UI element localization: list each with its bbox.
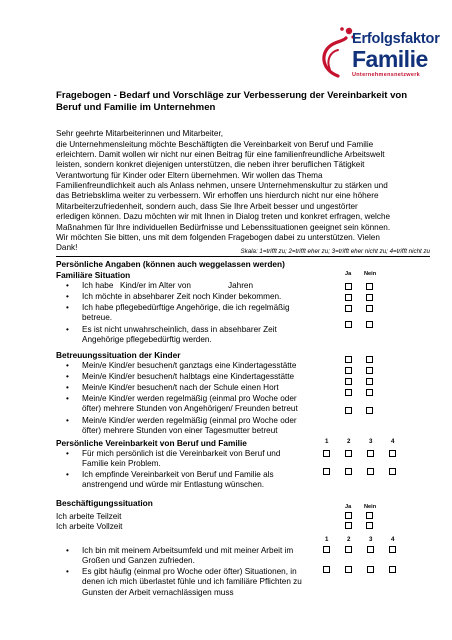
checkbox-scale-2[interactable] xyxy=(345,566,352,573)
checkbox-scale-4[interactable] xyxy=(389,566,396,573)
checkbox-scale-1[interactable] xyxy=(323,450,330,457)
intro-line: Wir möchten Sie bitten, uns mit dem folgenden Fragebogen dabei zu unterstützen. Vielen xyxy=(56,233,380,242)
checkbox-scale-1[interactable] xyxy=(323,546,330,553)
checkbox-yes[interactable] xyxy=(345,294,352,301)
checkbox-no[interactable] xyxy=(366,407,373,414)
intro-line: Verantwortung für Kinder oder Eltern übernehmen. Wir wollen das Thema xyxy=(56,171,323,180)
scale-label: 4 xyxy=(391,536,395,543)
logo-text-erfolgsfaktor: Erfolgsfaktor xyxy=(352,31,440,47)
item-text: öfter) mehrere Stunden von Angehörigen/ Freunden betreut xyxy=(82,404,298,414)
employment-fulltime: Ich arbeite Vollzeit xyxy=(56,522,123,531)
child-years-label: Jahren xyxy=(228,281,254,290)
employment-parttime: Ich arbeite Teilzeit xyxy=(56,512,122,521)
checkbox-yes[interactable] xyxy=(345,512,352,519)
child-prefix: Ich habe xyxy=(82,281,114,290)
checkbox-scale-2[interactable] xyxy=(345,450,352,457)
item-text: Für mich persönlich ist die Vereinbarkeit von Beruf und xyxy=(82,449,281,458)
checkbox-yes[interactable] xyxy=(345,305,352,312)
checkbox-yes[interactable] xyxy=(345,321,352,328)
intro-line: erleichtern. Damit wollen wir nicht nur einen Beitrag für eine familienfreundliche Arbeitswelt xyxy=(56,150,385,159)
scale-label: 3 xyxy=(369,438,373,445)
section-heading-childcare: Betreuungssituation der Kinder xyxy=(56,350,181,360)
bullet-glyph: • xyxy=(66,546,69,555)
divider xyxy=(56,256,430,257)
checkbox-no[interactable] xyxy=(366,283,373,290)
item-text: Ich bin mit meinem Arbeitsumfeld und mit meiner Arbeit im xyxy=(82,546,294,555)
item-text: Ich empfinde Vereinbarkeit von Beruf und Familie als xyxy=(82,470,274,479)
item-text: Mein/e Kind/er werden regelmäßig (einmal pro Woche oder xyxy=(82,394,297,403)
checkbox-yes[interactable] xyxy=(345,367,352,374)
bullet-glyph: • xyxy=(66,303,69,312)
checkbox-no[interactable] xyxy=(366,522,373,529)
bullet-glyph: • xyxy=(66,416,69,425)
intro-greeting: Sehr geehrte Mitarbeiterinnen und Mitarbeiter, xyxy=(56,129,224,138)
column-label-no: Nein xyxy=(364,504,377,510)
item-text: Mein/e Kind/er besuchen/t nach der Schule einen Hort xyxy=(82,383,279,392)
intro-line: Mitarbeiterzufriedenheit, sondern auch, dass Sie Ihre Arbeit besser und ungestörter xyxy=(56,202,358,211)
checkbox-no[interactable] xyxy=(366,378,373,385)
intro-line: erledigen können. Dazu möchten wir mit Ihnen in Dialog treten und konkret erfragen, welche xyxy=(56,212,391,221)
logo xyxy=(316,26,440,84)
checkbox-no[interactable] xyxy=(366,321,373,328)
item-text: Es gibt häufig (einmal pro Woche oder öfter) Situationen, in xyxy=(82,567,297,576)
bullet-glyph: • xyxy=(66,449,69,458)
scale-label: 2 xyxy=(347,438,351,445)
checkbox-yes[interactable] xyxy=(345,283,352,290)
bullet-glyph: • xyxy=(66,325,69,334)
document-title xyxy=(56,90,416,114)
checkbox-yes[interactable] xyxy=(345,356,352,363)
checkbox-scale-4[interactable] xyxy=(389,468,396,475)
checkbox-no[interactable] xyxy=(366,305,373,312)
checkbox-no[interactable] xyxy=(366,389,373,396)
bullet-glyph: • xyxy=(66,361,69,370)
section-heading-compatibility: Persönliche Vereinbarkeit von Beruf und Familie xyxy=(56,438,247,448)
checkbox-scale-1[interactable] xyxy=(323,468,330,475)
checkbox-yes[interactable] xyxy=(345,378,352,385)
item-text: Mein/e Kind/er werden regelmäßig (einmal pro Woche oder xyxy=(82,416,297,425)
checkbox-yes[interactable] xyxy=(345,389,352,396)
item-text: Gunsten der Arbeit vernachlässigen muss xyxy=(82,587,234,597)
bullet-glyph: • xyxy=(66,292,69,301)
intro-line: das Betriebsklima weiter zu verbessern. Wir erhoffen uns hierdurch nicht nur eine höhere xyxy=(56,191,379,200)
logo-text-unternehmensnetzwerk: Unternehmensnetzwerk xyxy=(352,72,421,78)
item-text: anstrengend und würde mir Entlastung wünschen. xyxy=(82,480,265,490)
item-text: öfter) mehrere Stunden von einer Tagesmutter betreut xyxy=(82,426,278,436)
checkbox-scale-4[interactable] xyxy=(389,546,396,553)
item-text: Ich habe pflegebedürftige Angehörige, die ich regelmäßig xyxy=(82,303,290,312)
checkbox-scale-3[interactable] xyxy=(367,450,374,457)
checkbox-scale-4[interactable] xyxy=(389,450,396,457)
item-text: Mein/e Kind/er besuchen/t ganztags eine Kindertagesstätte xyxy=(82,361,297,370)
scale-label: 3 xyxy=(369,536,373,543)
child-age-label: Kind/er im Alter von xyxy=(120,281,191,290)
scale-label: 1 xyxy=(325,438,329,445)
document-title-line: Fragebogen - Bedarf und Vorschläge zur Verbesserung der Vereinbarkeit von xyxy=(56,90,408,101)
checkbox-no[interactable] xyxy=(366,367,373,374)
column-label-yes: Ja xyxy=(345,271,352,277)
logo-text-familie: Familie xyxy=(352,46,428,72)
checkbox-scale-2[interactable] xyxy=(345,468,352,475)
checkbox-scale-3[interactable] xyxy=(367,468,374,475)
scale-label: 1 xyxy=(325,536,329,543)
item-text: Familie kein Problem. xyxy=(82,459,161,469)
checkbox-no[interactable] xyxy=(366,294,373,301)
intro-line: Dank! xyxy=(56,243,78,252)
scale-label: 2 xyxy=(347,536,351,543)
subheading-family: Familiäre Situation xyxy=(56,270,131,280)
item-text: betreue. xyxy=(82,313,113,323)
checkbox-scale-3[interactable] xyxy=(367,546,374,553)
bullet-glyph: • xyxy=(66,281,69,290)
item-text: Angehörige pflegebedürftig werden. xyxy=(82,335,212,345)
item-text: Es ist nicht unwahrscheinlich, dass in absehbarer Zeit xyxy=(82,325,277,334)
bullet-glyph: • xyxy=(66,383,69,392)
intro-line: leisten, sondern konkret diejenigen unterstützen, die neben ihrer beruflichen Tätigkeit xyxy=(56,160,365,169)
intro-line: Maßnahmen für Ihre individuellen Bedürfnisse und Lebenssituationen geeignet sein können. xyxy=(56,223,391,232)
intro-line: Familienfreundlichkeit auch als Anlass nehmen, unsere Unternehmenskultur zu stärken und xyxy=(56,181,388,190)
logo-swirl-icon xyxy=(316,26,356,78)
item-text: Großen und Ganzen zufrieden. xyxy=(82,556,195,566)
checkbox-scale-3[interactable] xyxy=(367,566,374,573)
section-heading-personal: Persönliche Angaben (können auch weggelassen werden) xyxy=(56,259,285,269)
item-text: Mein/e Kind/er besuchen/t halbtags eine Kindertagesstätte xyxy=(82,372,295,381)
column-label-yes: Ja xyxy=(345,504,352,510)
bullet-glyph: • xyxy=(66,567,69,576)
checkbox-yes[interactable] xyxy=(345,407,352,414)
checkbox-scale-1[interactable] xyxy=(323,566,330,573)
item-text: Ich möchte in absehbarer Zeit noch Kinder bekommen. xyxy=(82,292,282,301)
checkbox-no[interactable] xyxy=(366,512,373,519)
checkbox-scale-2[interactable] xyxy=(345,546,352,553)
scale-label: 4 xyxy=(391,438,395,445)
item-text: denen ich mich überlastet fühle und ich familiäre Pflichten zu xyxy=(82,577,302,587)
section-heading-employment: Beschäftigungssituation xyxy=(56,498,153,508)
scale-legend: Skala: 1=trifft zu; 2=trifft eher zu; 3=trifft eher nicht zu; 4=trifft nicht zu xyxy=(240,248,430,255)
document-title-line: Beruf und Familie im Unternehmen xyxy=(56,102,216,113)
checkbox-no[interactable] xyxy=(366,356,373,363)
column-label-no: Nein xyxy=(364,271,377,277)
bullet-glyph: • xyxy=(66,394,69,403)
bullet-glyph: • xyxy=(66,372,69,381)
intro-line: die Unternehmensleitung möchte Beschäftigten die Vereinbarkeit von Beruf und Familie xyxy=(56,140,374,149)
bullet-glyph: • xyxy=(66,470,69,479)
checkbox-yes[interactable] xyxy=(345,522,352,529)
